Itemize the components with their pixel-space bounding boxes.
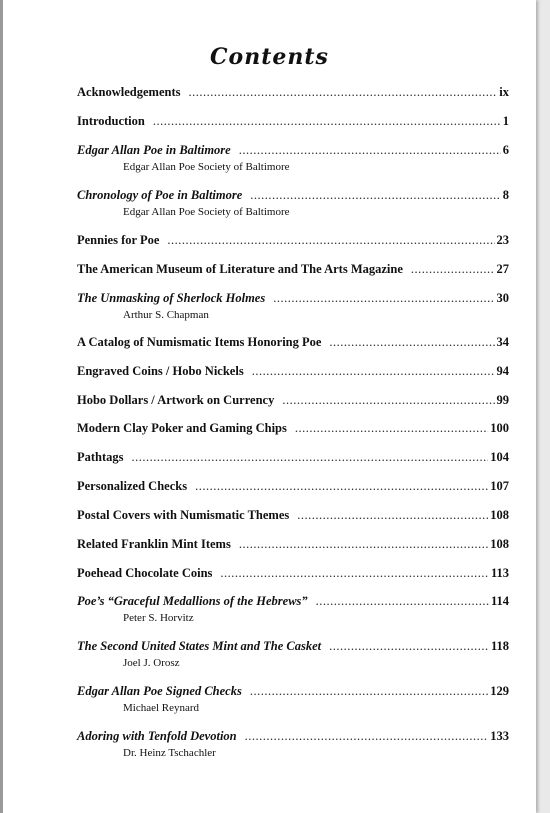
leader-dots xyxy=(250,681,488,701)
toc-entry-title: The American Museum of Literature and The Arts Magazine xyxy=(77,262,403,276)
toc-entry-page: 107 xyxy=(490,479,509,493)
leader-dots xyxy=(250,185,500,205)
toc-entry-author: Edgar Allan Poe Society of Baltimore xyxy=(123,206,290,218)
toc-entry-page: 100 xyxy=(490,421,509,435)
toc-entry-title: The Unmasking of Sherlock Holmes xyxy=(77,291,266,305)
toc-entry-page: 27 xyxy=(496,262,509,276)
leader-dots xyxy=(411,259,495,279)
toc-entry xyxy=(77,259,509,279)
toc-entry xyxy=(77,82,509,102)
toc-entry-page: 99 xyxy=(496,393,509,407)
toc-entry-page: 6 xyxy=(502,143,509,157)
toc-entry xyxy=(77,534,509,554)
leader-dots xyxy=(273,288,494,308)
toc-entry xyxy=(77,563,509,583)
toc-entry xyxy=(77,288,509,322)
toc-entry-page: 104 xyxy=(490,450,509,464)
leader-dots xyxy=(239,140,501,160)
toc-entry-author: Dr. Heinz Tschachler xyxy=(123,747,216,759)
toc-entry xyxy=(77,230,509,250)
toc-entry-title: Chronology of Poe in Baltimore xyxy=(77,188,243,202)
leader-dots xyxy=(132,447,489,467)
toc-entry xyxy=(77,726,509,760)
toc-entry xyxy=(77,185,509,219)
toc-entry-page: 129 xyxy=(490,684,509,698)
leader-dots xyxy=(282,390,494,410)
toc-entry-author: Arthur S. Chapman xyxy=(123,309,209,321)
leader-dots xyxy=(239,534,488,554)
toc-entry-page: 34 xyxy=(496,335,509,349)
toc-entry-title: Pathtags xyxy=(77,450,124,464)
toc-entry-title: Poe’s “Graceful Medallions of the Hebrews” xyxy=(77,594,308,608)
page-title: Contents xyxy=(210,44,329,70)
toc-entry-author: Michael Reynard xyxy=(123,702,200,714)
toc-entry xyxy=(77,591,509,625)
toc-entry-page: 1 xyxy=(502,114,509,128)
toc-entry-page: 114 xyxy=(490,594,509,608)
toc-entry-title: Postal Covers with Numismatic Themes xyxy=(77,508,290,522)
toc-entry xyxy=(77,418,509,438)
toc-entry-page: 113 xyxy=(490,566,509,580)
leader-dots xyxy=(329,332,494,352)
leader-dots xyxy=(316,591,489,611)
toc-entry-page: ix xyxy=(499,85,509,99)
toc-entry-title: Pennies for Poe xyxy=(77,233,160,247)
toc-entry-page: 118 xyxy=(490,639,509,653)
toc-entry xyxy=(77,361,509,381)
toc-entry-page: 8 xyxy=(502,188,509,202)
leader-dots xyxy=(153,111,501,131)
toc-entry-title: Personalized Checks xyxy=(77,479,188,493)
toc-entry xyxy=(77,447,509,467)
toc-entry-page: 23 xyxy=(496,233,509,247)
toc-entry-title: Edgar Allan Poe Signed Checks xyxy=(77,684,242,698)
toc-entry-title: Modern Clay Poker and Gaming Chips xyxy=(77,421,287,435)
toc-entry-title: Hobo Dollars / Artwork on Currency xyxy=(77,393,275,407)
toc-entry xyxy=(77,332,509,352)
toc-entry-title: Poehead Chocolate Coins xyxy=(77,566,213,580)
leader-dots xyxy=(167,230,494,250)
toc-entry xyxy=(77,681,509,715)
leader-dots xyxy=(245,726,489,746)
leader-dots xyxy=(188,82,497,102)
toc-entry-page: 94 xyxy=(496,364,509,378)
toc-entry xyxy=(77,505,509,525)
toc-entry-title: A Catalog of Numismatic Items Honoring Poe xyxy=(77,335,322,349)
toc-entry xyxy=(77,140,509,174)
toc-entry xyxy=(77,476,509,496)
toc-entry-title: The Second United States Mint and The Casket xyxy=(77,639,322,653)
toc-entry-title: Related Franklin Mint Items xyxy=(77,537,231,551)
toc-entry-title: Engraved Coins / Hobo Nickels xyxy=(77,364,244,378)
leader-dots xyxy=(220,563,489,583)
toc-entry-author: Edgar Allan Poe Society of Baltimore xyxy=(123,161,290,173)
toc-entry xyxy=(77,111,509,131)
leader-dots xyxy=(329,636,489,656)
toc-entry-page: 108 xyxy=(490,508,509,522)
leader-dots xyxy=(297,505,488,525)
leader-dots xyxy=(252,361,495,381)
toc-entry-author: Peter S. Horvitz xyxy=(123,612,194,624)
toc-entry-title: Edgar Allan Poe in Baltimore xyxy=(77,143,231,157)
leader-dots xyxy=(295,418,488,438)
toc-entry-author: Joel J. Orosz xyxy=(123,657,180,669)
toc-entry-page: 133 xyxy=(490,729,509,743)
toc-entry-title: Acknowledgements xyxy=(77,85,181,99)
leader-dots xyxy=(195,476,488,496)
toc-entry-title: Adoring with Tenfold Devotion xyxy=(77,729,237,743)
toc-entry xyxy=(77,636,509,670)
toc-entry-title: Introduction xyxy=(77,114,145,128)
toc-entry xyxy=(77,390,509,410)
toc-entry-page: 108 xyxy=(490,537,509,551)
toc-entry-page: 30 xyxy=(496,291,509,305)
